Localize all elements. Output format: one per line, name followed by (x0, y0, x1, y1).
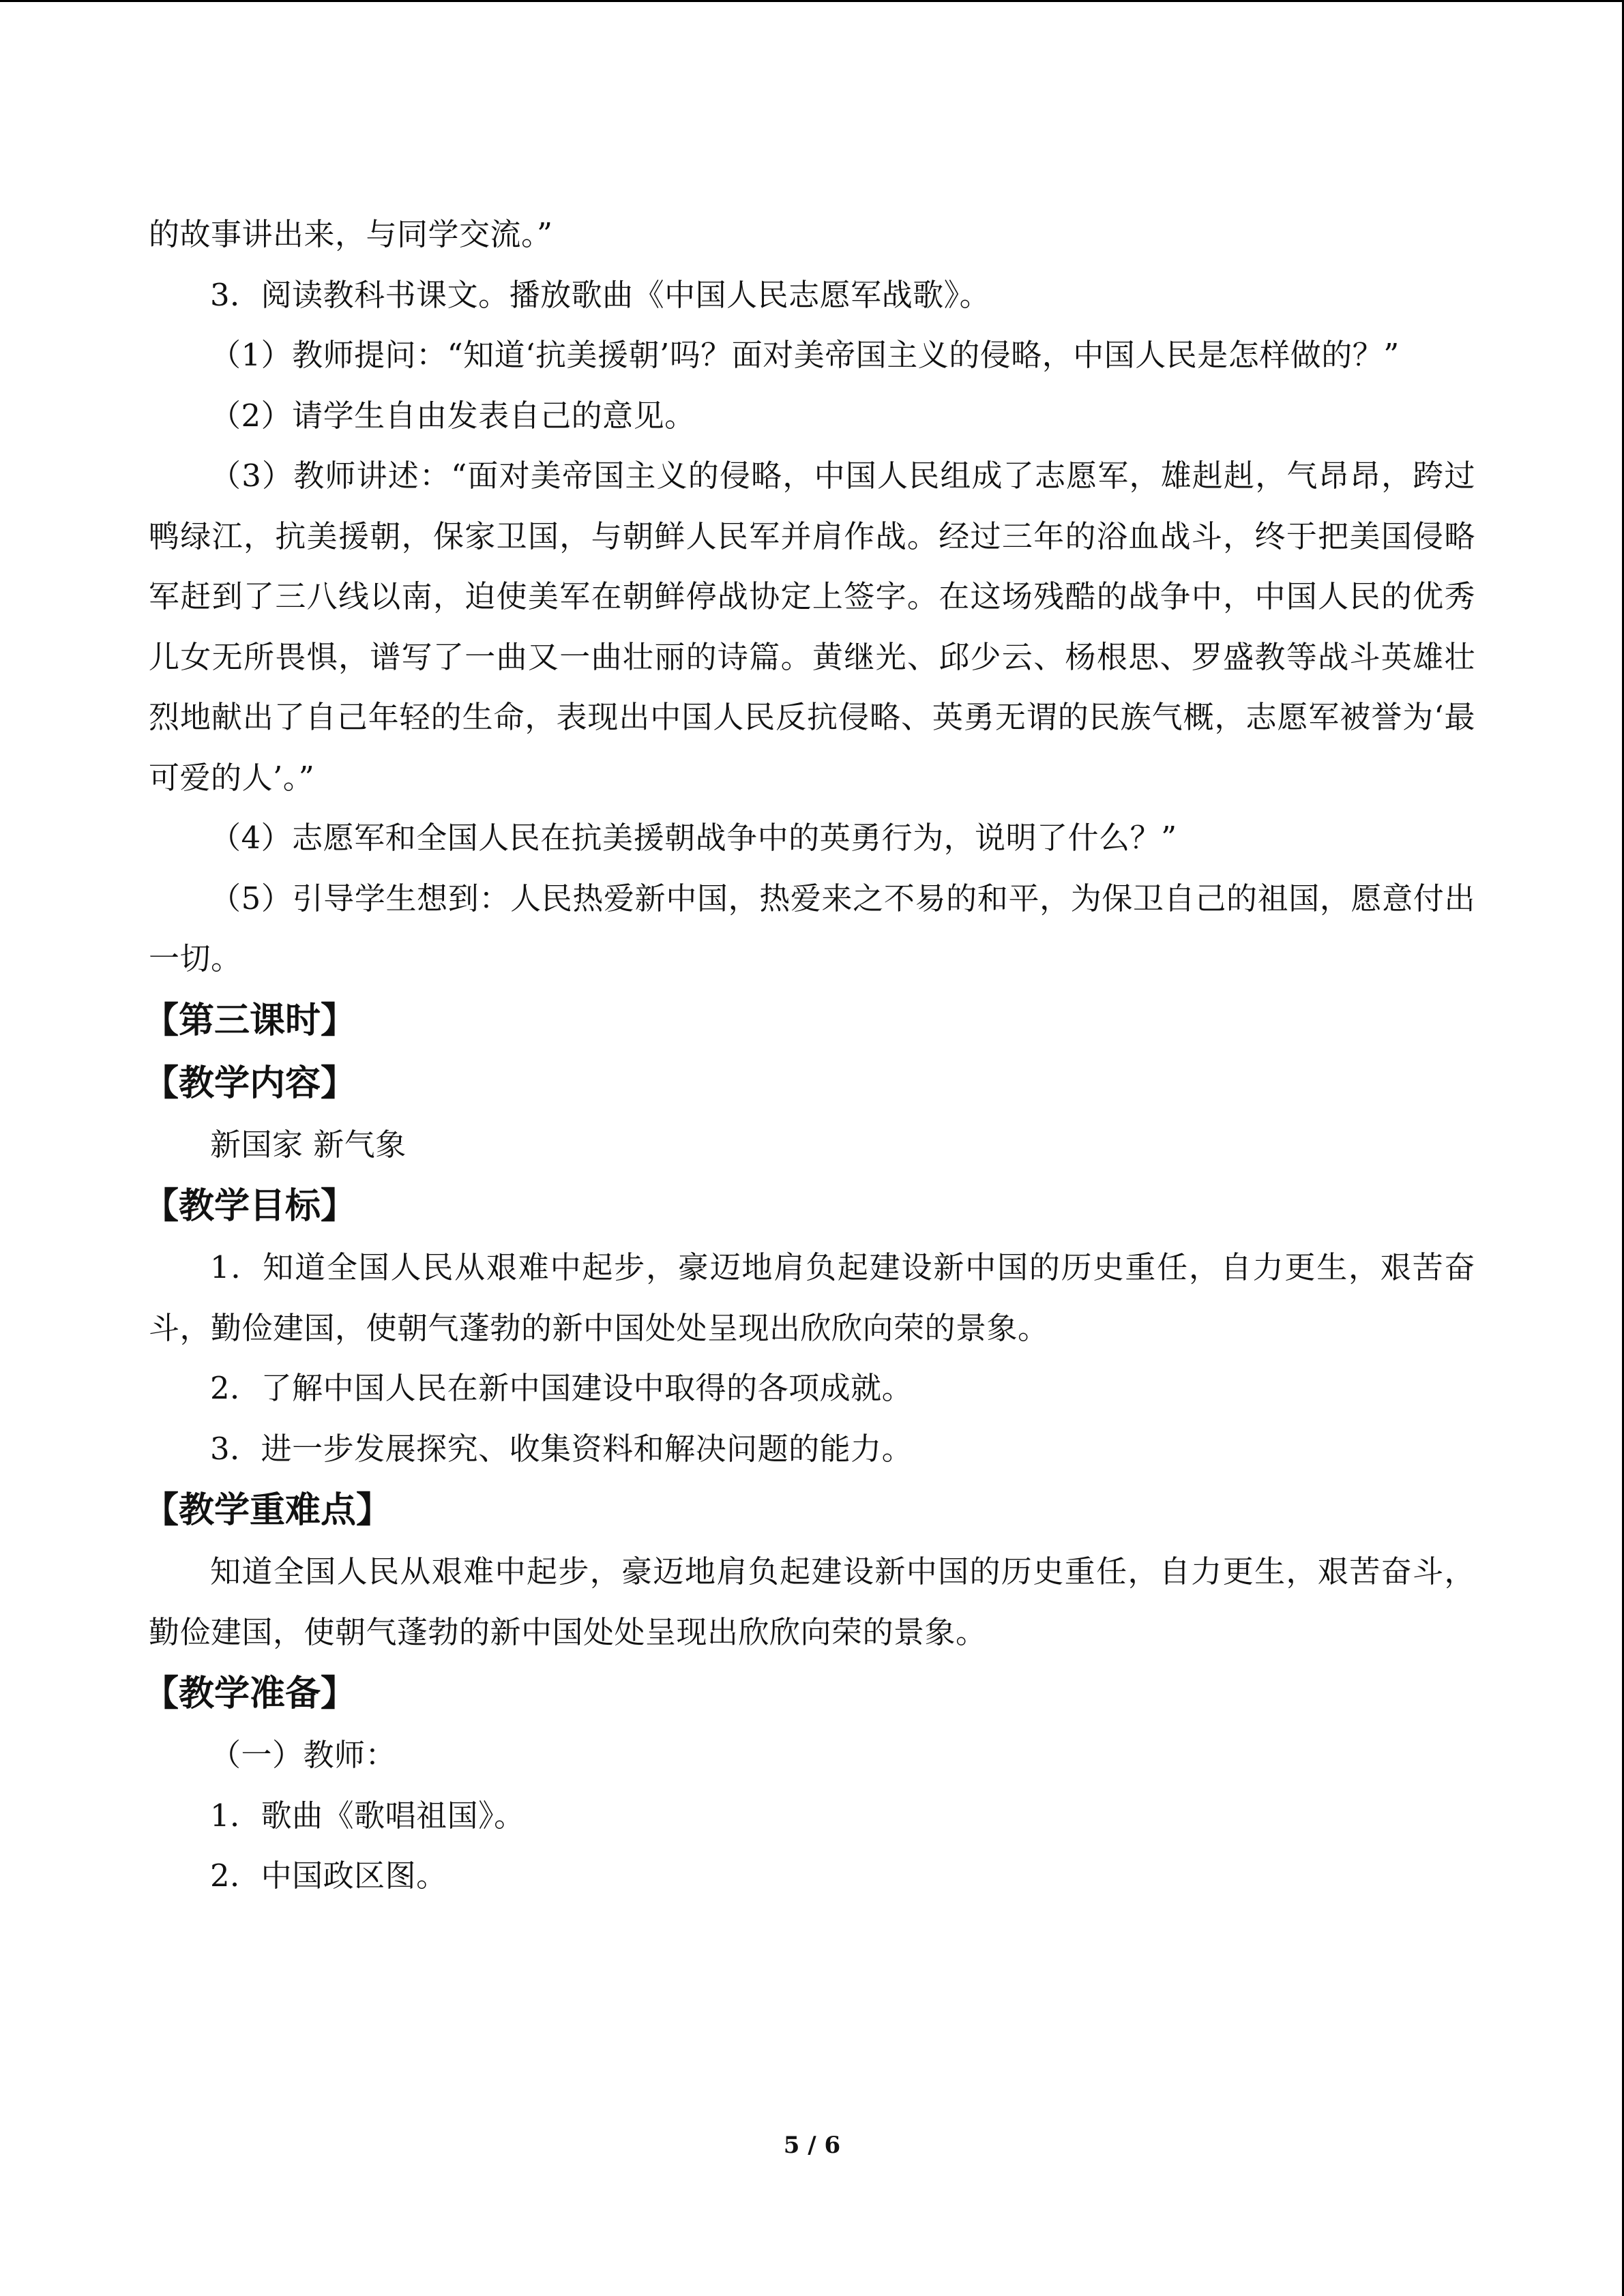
paragraph-question-2: （2）请学生自由发表自己的意见。 (210, 397, 696, 434)
paragraph-question-1: （1）教师提问：“知道‘抗美援朝’吗？面对美帝国主义的侵略，中国人民是怎样做的？” (210, 337, 1400, 373)
section-heading-preparation: 【教学准备】 (143, 1673, 357, 1714)
paragraph-key-points: 知道全国人民从艰难中起步，豪迈地肩负起建设新中国的历史重任，自力更生，艰苦奋斗，勤俭建国，使朝气蓬勃的新中国处处呈现出欣欣向荣的景象。 (149, 1553, 1475, 1650)
paragraph-content-title: 新国家 新气象 (210, 1126, 407, 1163)
page-number: 5 / 6 (783, 2132, 841, 2159)
paragraph-guide-5: （5）引导学生想到：人民热爱新中国，热爱来之不易的和平，为保卫自己的祖国，愿意付出一切。 (149, 880, 1475, 976)
document-body (143, 205, 1475, 1907)
section-heading-teaching-goals: 【教学目标】 (143, 1186, 357, 1227)
paragraph-goal-2: 2．了解中国人民在新中国建设中取得的各项成就。 (210, 1370, 913, 1406)
section-heading-key-points: 【教学重难点】 (143, 1490, 392, 1531)
paragraph-question-4: （4）志愿军和全国人民在抗美援朝战争中的英勇行为，说明了什么？” (210, 820, 1177, 856)
paragraph-prep-2: 2．中国政区图。 (210, 1858, 447, 1894)
paragraph-prep-1: 1．歌曲《歌唱祖国》。 (210, 1797, 525, 1834)
paragraph-goal-3: 3．进一步发展探究、收集资料和解决问题的能力。 (210, 1430, 913, 1467)
paragraph-goal-1: 1．知道全国人民从艰难中起步，豪迈地肩负起建设新中国的历史重任，自力更生，艰苦奋斗，勤俭建国，使朝气蓬勃的新中国处处呈现出欣欣向荣的景象。 (149, 1249, 1475, 1346)
paragraph-step-3: 3．阅读教科书课文。播放歌曲《中国人民志愿军战歌》。 (210, 276, 991, 313)
section-heading-third-lesson: 【第三课时】 (143, 1000, 357, 1041)
paragraph-continuation: 的故事讲出来，与同学交流。” (149, 216, 553, 252)
paragraph-teacher-label: （一）教师： (210, 1737, 397, 1773)
section-heading-teaching-content: 【教学内容】 (143, 1062, 357, 1104)
paragraph-narration-3: （3）教师讲述：“面对美帝国主义的侵略，中国人民组成了志愿军，雄赳赳，气昂昂，跨过鸭绿江，抗美援朝，保家卫国，与朝鲜人民军并肩作战。经过三年的浴血战斗，终于把美国侵略军赶到了三八线以南，迫使美军在朝鲜停战协定上签字。在这场残酷的战争中，中国人民的优秀儿女无所畏惧，谱写了一曲又一曲壮丽的诗篇。黄继光、邱少云、杨根思、罗盛教等战斗英雄壮烈地献出了自己年轻的生命，表现出中国人民反抗侵略、英勇无谓的民族气概，志愿军被誉为‘最可爱的人’。” (149, 458, 1475, 796)
